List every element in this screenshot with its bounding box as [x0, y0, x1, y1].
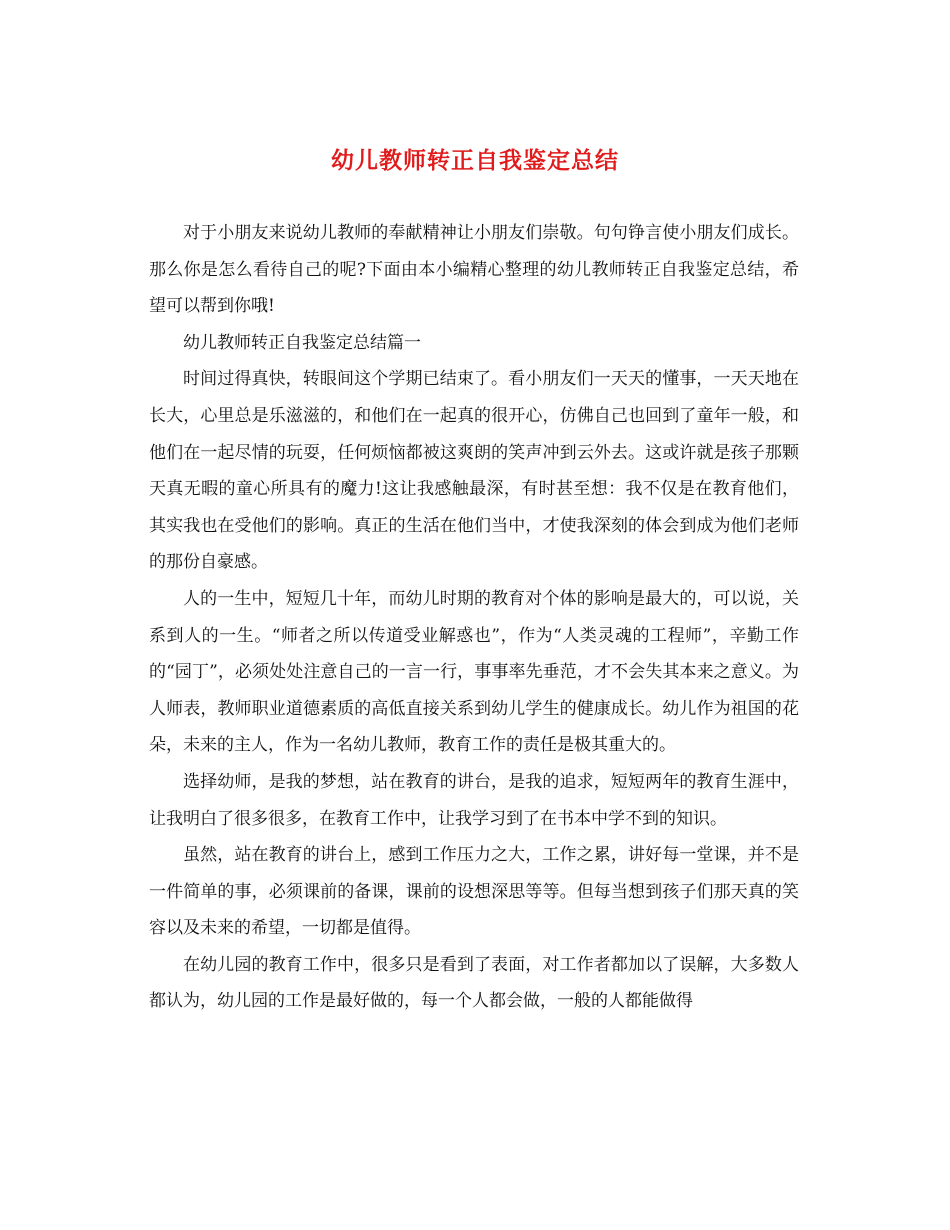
paragraph: 在幼儿园的教育工作中，很多只是看到了表面，对工作者都加以了误解，大多数人都认为，幼儿园的工作是最好做的，每一个人都会做，一般的人都能做得 [149, 954, 799, 1012]
paragraph: 时间过得真快，转眼间这个学期已结束了。看小朋友们一天天的懂事，一天天地在长大，心里总是乐滋滋的，和他们在一起真的很开心，仿佛自己也回到了童年一般，和他们在一起尽情的玩耍，任何烦恼都被这爽朗的笑声冲到云外去。这或许就是孩子那颗天真无暇的童心所具有的魔力!这让我感触最深，有时甚至想：我不仅是在教育他们，其实我也在受他们的影响。真正的生活在他们当中，才使我深刻的体会到成为他们老师的那份自豪感。 [149, 369, 799, 573]
document-body [149, 215, 799, 1020]
document-title: 幼儿教师转正自我鉴定总结 [331, 147, 619, 174]
section-heading: 幼儿教师转正自我鉴定总结篇一 [183, 332, 421, 353]
paragraph: 选择幼师，是我的梦想，站在教育的讲台，是我的追求，短短两年的教育生涯中，让我明白了很多很多，在教育工作中，让我学习到了在书本中学不到的知识。 [149, 771, 799, 829]
paragraph: 虽然，站在教育的讲台上，感到工作压力之大，工作之累，讲好每一堂课，并不是一件简单的事，必须课前的备课，课前的设想深思等等。但每当想到孩子们那天真的笑容以及未来的希望，一切都是值得。 [149, 845, 799, 939]
paragraph-intro: 对于小朋友来说幼儿教师的奉献精神让小朋友们崇敬。句句铮言使小朋友们成长。那么你是怎么看待自己的呢?下面由本小编精心整理的幼儿教师转正自我鉴定总结，希望可以帮到你哦! [149, 223, 799, 317]
paragraph: 人的一生中，短短几十年，而幼儿时期的教育对个体的影响是最大的，可以说，关系到人的一生。“师者之所以传道受业解惑也”，作为“人类灵魂的工程师”，辛勤工作的“园丁”，必须处处注意自己的一言一行，事事率先垂范，才不会失其本来之意义。为人师表，教师职业道德素质的高低直接关系到幼儿学生的健康成长。幼儿作为祖国的花朵，未来的主人，作为一名幼儿教师，教育工作的责任是极其重大的。 [149, 588, 799, 756]
